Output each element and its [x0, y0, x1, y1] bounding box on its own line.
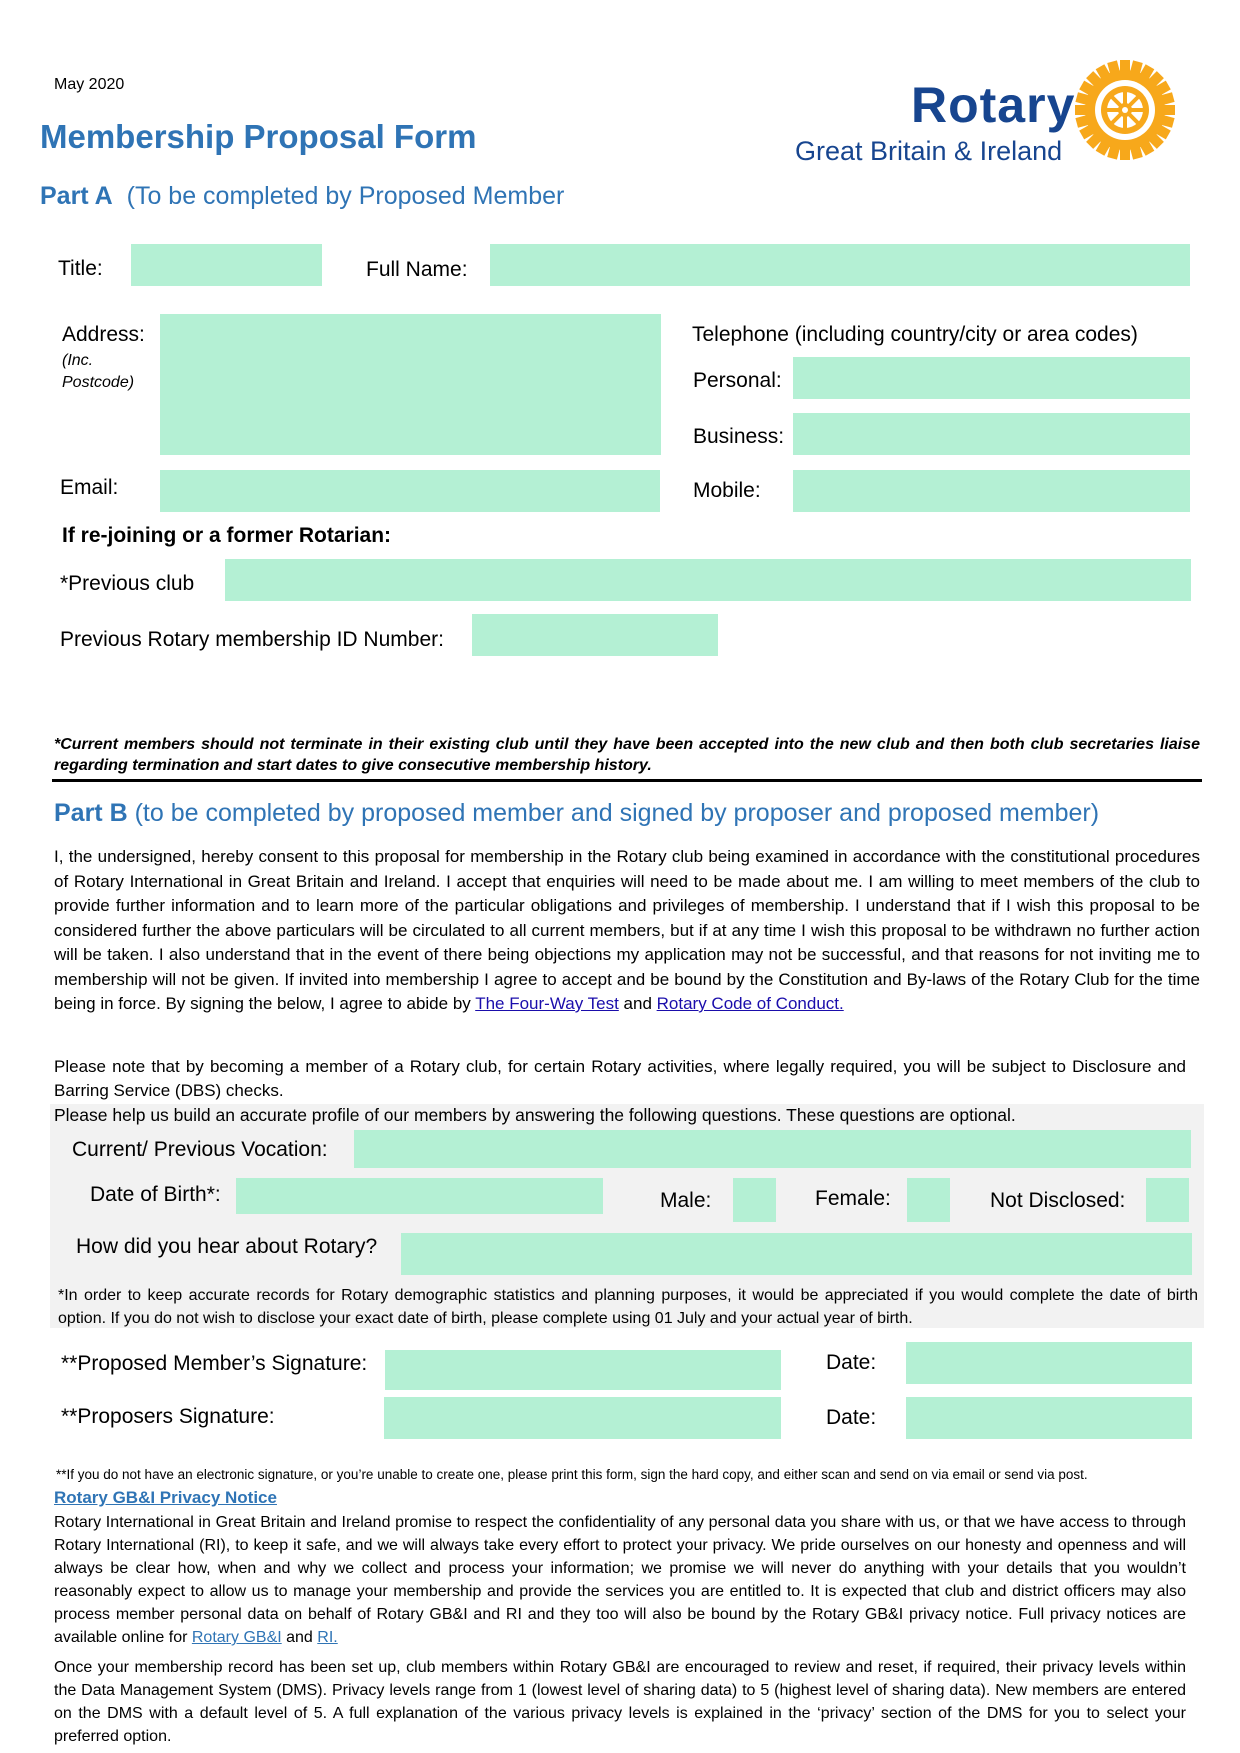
email-label: Email: [60, 476, 119, 499]
address-field[interactable] [160, 314, 661, 455]
privacy-and-text: and [281, 1629, 318, 1646]
member-date-label: Date: [826, 1351, 877, 1374]
mobile-label: Mobile: [693, 479, 761, 502]
profile-intro: Please help us build an accurate profile of our members by answering the following questions. These questions are optional. [54, 1105, 1016, 1125]
address-label: Address: [62, 323, 145, 346]
member-signature-label: **Proposed Member’s Signature: [61, 1352, 368, 1375]
proposer-signature-field[interactable] [384, 1397, 781, 1439]
male-field[interactable] [733, 1178, 776, 1222]
telephone-heading: Telephone (including country/city or area codes) [692, 323, 1138, 346]
logo-subtitle: Great Britain & Ireland [795, 136, 1063, 166]
and-text: and [618, 994, 657, 1013]
not-disclosed-label: Not Disclosed: [990, 1189, 1126, 1212]
ri-link[interactable]: RI. [317, 1629, 338, 1646]
email-field[interactable] [160, 470, 660, 512]
previous-id-label: Previous Rotary membership ID Number: [60, 628, 444, 651]
previous-id-field[interactable] [472, 614, 718, 656]
vocation-field[interactable] [354, 1130, 1191, 1168]
privacy-text: Rotary International in Great Britain and Ireland promise to respect the confidentiality of any personal data you share with us, or that we have access to through Rotary International (RI), to keep it safe, and we will always take every effort to protect your privacy. We pride ourselves on our honesty and openness and will always be clear how, when and why we collect and process your information; we promise we will never do anything with your details that you wouldn’t reasonably expect to allow us to manage your membership and provide the services you are entitled to. It is expected that club and district officers may also process member personal data on behalf of Rotary GB&I and RI and they too will also be bound by the Rotary GB&I privacy notice. Full privacy notices are available online for [54, 1514, 1186, 1646]
title-field[interactable] [131, 244, 322, 286]
business-phone-label: Business: [693, 425, 785, 448]
rejoin-heading: If re-joining or a former Rotarian: [62, 524, 392, 547]
title-label: Title: [58, 257, 103, 280]
full-name-field[interactable] [490, 244, 1190, 286]
female-field[interactable] [907, 1178, 950, 1222]
mobile-field[interactable] [793, 470, 1190, 512]
full-name-label: Full Name: [366, 258, 468, 281]
form-title: Membership Proposal Form [40, 118, 477, 155]
proposer-date-field[interactable] [906, 1397, 1192, 1439]
rotary-logo [795, 68, 1185, 178]
rotary-wheel-icon [1075, 60, 1175, 160]
consent-text: I, the undersigned, hereby consent to this proposal for membership in the Rotary club being examined in accordance with the constitutional procedures of Rotary International in Great Britain and Ireland. I accept that enquiries will need to be made about me. I am willing to meet members of the club to provide further information and to learn more of the particular obligations and privileges of membership. I understand that if I wish this proposal to be considered further the above particulars will be circulated to all current members, but if at any time I wish this proposal to be withdrawn no further action will be taken. I also understand that in the event of there being objections my application may not be successful, and that reasons for not inviting me to membership will not be given. If invited into membership I agree to accept and be bound by the Constitution and By-laws of the Rotary Club for the time being in force. By signing the below, I agree to abide by [54, 847, 1200, 1013]
heard-about-field[interactable] [401, 1233, 1192, 1275]
dob-note: *In order to keep accurate records for Rotary demographic statistics and planning purposes, it would be appreciated if you would complete the date of birth option. If you do not wish to disclose your exact date of birth, please complete using 01 July and your actual year of birth. [58, 1287, 1198, 1327]
part-a-heading [40, 182, 564, 211]
personal-phone-label: Personal: [693, 369, 782, 392]
member-signature-field[interactable] [385, 1350, 781, 1390]
member-date-field[interactable] [906, 1342, 1192, 1384]
part-a-footnote: *Current members should not terminate in their existing club until they have been accepted into the new club and then both club secretaries liaise regarding termination and start dates to give consecutive membership history. [54, 736, 1200, 774]
dbs-paragraph: Please note that by becoming a member of a Rotary club, for certain Rotary activities, where legally required, you will be subject to Disclosure and Barring Service (DBS) checks. [54, 1057, 1186, 1100]
part-b-description: (to be completed by proposed member and signed by proposer and proposed member) [134, 799, 1100, 827]
heard-about-label: How did you hear about Rotary? [76, 1235, 378, 1258]
form-date: May 2020 [54, 76, 125, 93]
address-hint-line1: (Inc. [62, 352, 94, 369]
female-label: Female: [815, 1187, 891, 1210]
proposer-signature-label: **Proposers Signature: [61, 1405, 275, 1428]
personal-phone-field[interactable] [793, 357, 1190, 399]
previous-club-field[interactable] [225, 559, 1191, 601]
not-disclosed-field[interactable] [1146, 1178, 1189, 1222]
proposer-date-label: Date: [826, 1406, 877, 1429]
four-way-test-link[interactable]: The Four-Way Test [475, 994, 619, 1013]
logo-wordmark: Rotary [911, 77, 1076, 133]
part-a-description: (To be completed by Proposed Member [126, 182, 565, 210]
code-of-conduct-link[interactable]: Rotary Code of Conduct. [656, 994, 844, 1013]
male-label: Male: [660, 1189, 712, 1212]
consent-paragraph [54, 845, 1200, 1017]
business-phone-field[interactable] [793, 413, 1190, 455]
dms-paragraph: Once your membership record has been set up, club members within Rotary GB&I are encouraged to review and reset, if required, their privacy levels within the Data Management System (DMS). Privacy levels range from 1 (lowest level of sharing data) to 5 (highest level of sharing data). New members are entered on the DMS with a default level of 5. A full explanation of the various privacy levels is explained in the ‘privacy’ section of the DMS for you to select your preferred option. [54, 1659, 1186, 1745]
vocation-label: Current/ Previous Vocation: [72, 1138, 328, 1161]
rotary-gbi-link[interactable]: Rotary GB&I [191, 1629, 282, 1646]
privacy-paragraph [54, 1511, 1186, 1649]
section-divider [52, 779, 1202, 782]
previous-club-label: *Previous club [60, 572, 195, 595]
part-a-label: Part A [40, 182, 113, 210]
signature-footnote: **If you do not have an electronic signature, or you’re unable to create one, please print this form, sign the hard copy, and either scan and send on via email or send via post. [56, 1467, 1088, 1482]
address-hint-line2: Postcode) [62, 374, 135, 391]
dob-label: Date of Birth*: [90, 1183, 221, 1206]
dob-field[interactable] [236, 1178, 603, 1214]
part-b-heading [54, 799, 1099, 828]
privacy-notice-heading[interactable]: Rotary GB&I Privacy Notice [54, 1488, 277, 1507]
part-b-label: Part B [54, 799, 128, 827]
